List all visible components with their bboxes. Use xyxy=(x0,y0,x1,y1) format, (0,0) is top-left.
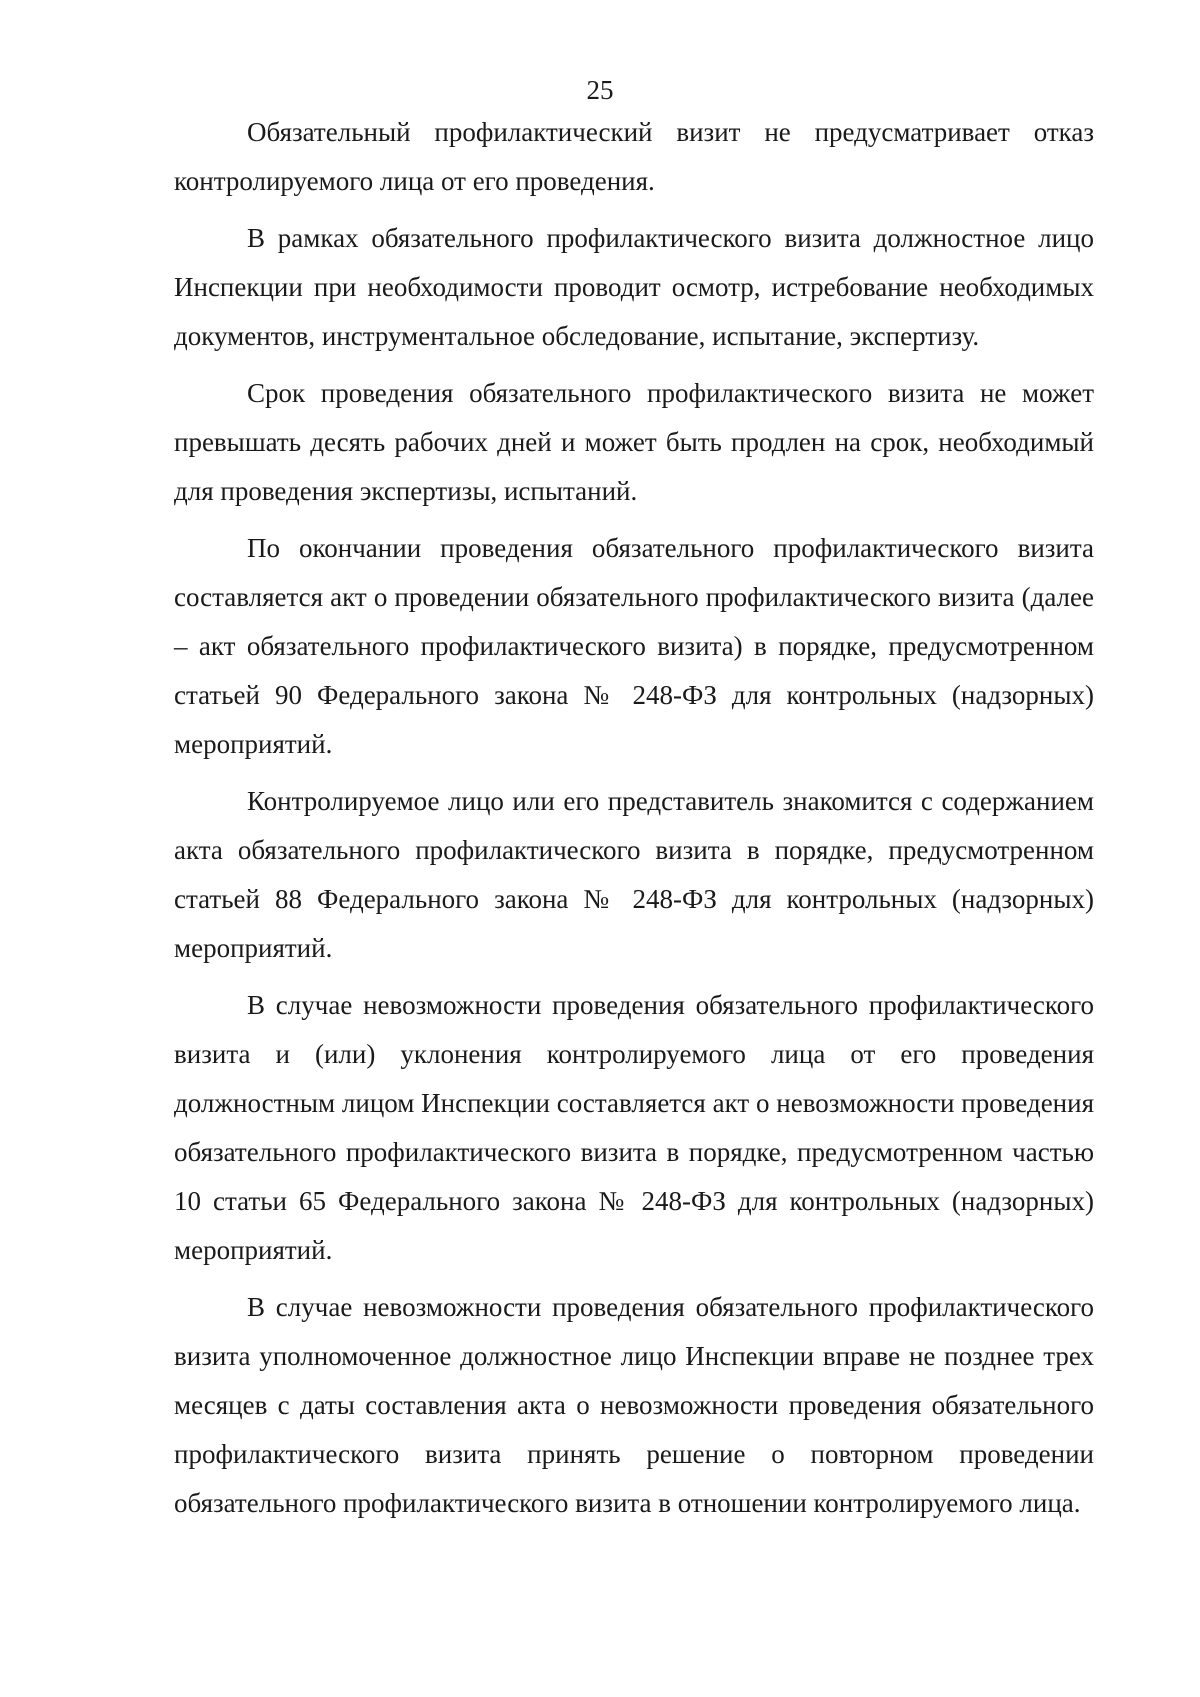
paragraph-5: Контролируемое лицо или его представитель знакомится с содержанием акта обязательного профилактического визита в порядке, предусмотренном статьей 88 Федерального закона № 248-ФЗ для контрольных (надзорных) мероприятий. xyxy=(174,786,1094,963)
paragraph-1: Обязательный профилактический визит не предусматривает отказ контролируемого лица от его проведения. xyxy=(174,117,1094,196)
document-body xyxy=(174,108,1094,1536)
paragraph-6: В случае невозможности проведения обязательного профилактического визита и (или) уклонения контролируемого лица от его проведения должностным лицом Инспекции составляется акт о невозможности проведения обязательного профилактического визита в порядке, предусмотренном частью 10 статьи 65 Федерального закона № 248-ФЗ для контрольных (надзорных) мероприятий. xyxy=(174,990,1094,1265)
paragraph-7: В случае невозможности проведения обязательного профилактического визита уполномоченное должностное лицо Инспекции вправе не позднее трех месяцев с даты составления акта о невозможности проведения обязательного профилактического визита принять решение о повторном проведении обязательного профилактического визита в отношении контролируемого лица. xyxy=(174,1292,1094,1518)
paragraph-4: По окончании проведения обязательного профилактического визита составляется акт о проведении обязательного профилактического визита (далее – акт обязательного профилактического визита) в порядке, предусмотренном статьей 90 Федерального закона № 248-ФЗ для контрольных (надзорных) мероприятий. xyxy=(174,533,1094,759)
page-number: 25 xyxy=(586,75,614,105)
paragraph-2: В рамках обязательного профилактического визита должностное лицо Инспекции при необходимости проводит осмотр, истребование необходимых документов, инструментальное обследование, испытание, экспертизу. xyxy=(174,223,1094,351)
paragraph-3: Срок проведения обязательного профилактического визита не может превышать десять рабочих дней и может быть продлен на срок, необходимый для проведения экспертизы, испытаний. xyxy=(174,378,1094,506)
